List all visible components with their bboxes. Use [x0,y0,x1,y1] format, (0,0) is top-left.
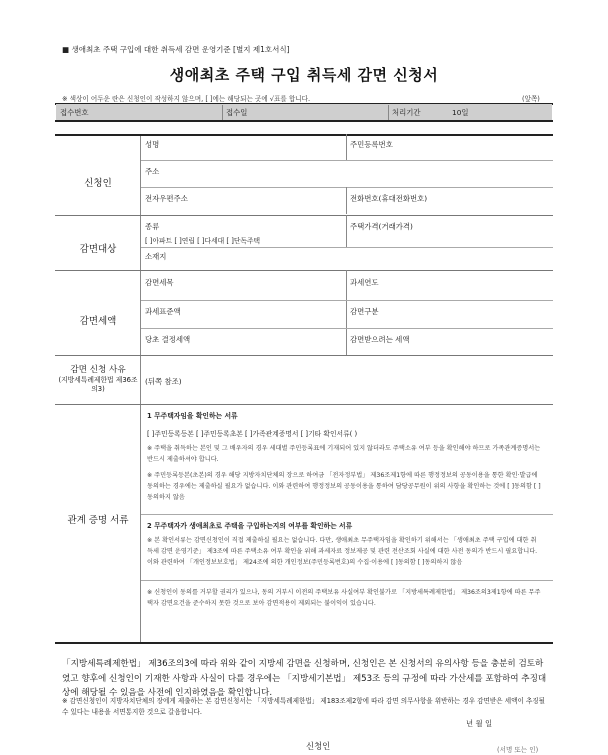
proof-note-3: ※ 본 확인서류는 감면신청인이 직접 제출하실 필요는 없습니다. 다만, 생애최초 무주택자임을 확인하기 위해서는 「생애최초 주택 구입에 대한 취득세 감면 운영기준」 제3조에 따른 주택소유 여부 확인을 위해 과세자료 정보제공 및 관련 전산조회 사실에 대한 사전 동의가 반드시 필요합니다. 이와 관련하여 「개인정보보호법」 제24조에 의한 개인정보(주민등록번호)의 수집·이용에 [ ]동의함 [ ]동의하지 않음 [147,537,538,566]
name-field[interactable]: 성명 [145,140,160,149]
address-field[interactable]: 주소 [145,167,160,176]
house-type-options[interactable]: [ ]아파트 [ ]연립 [ ]다세대 [ ]단독주택 [145,237,261,245]
processing-period-label: 처리기간 [392,108,421,117]
reduction-category-field[interactable]: 감면구분 [350,307,379,316]
signature-hint[interactable]: (서명 또는 인) [497,746,539,754]
email-field[interactable]: 전자우편주소 [145,194,188,203]
house-type-label: 종류 [145,222,160,231]
section-tax: 감면세액 [79,316,117,327]
reason-value: (뒤쪽 참조) [145,377,182,386]
house-price-field[interactable]: 주택가격(거래가격) [350,222,413,231]
processing-period-value: 10일 [452,108,469,117]
location-field[interactable]: 소재지 [145,252,167,261]
proof-note-2: ※ 주민등록등본(초본)의 경우 해당 지방자치단체의 장으로 하여금 「전자정부법」 제36조제1항에 따른 행정정보의 공동이용을 통한 확인·발급에 동의하는 경우에는 제출하실 필요가 없습니다. 이와 관련하여 행정정보의 공동이용을 통하여 담당공무원이 위의 사항을 확인하는 것에 [ ]동의함 [ ]동의하지 않음 [147,472,541,501]
instructions-note: ※ 색상이 어두운 란은 신청인이 작성하지 않으며, [ ]에는 해당되는 곳에 √표를 합니다. [62,95,311,103]
requested-reduction-field[interactable]: 감면받으려는 세액 [350,335,410,344]
section-target: 감면대상 [79,244,117,255]
tax-standard-field[interactable]: 과세표준액 [145,307,181,316]
proof-note-4: ※ 신청인이 동의를 거부할 권리가 있으나, 동의 거부시 이전의 주택보유 사실여부 확인불가로 「지방세특례제한법」 제36조의3제1항에 따른 무주택자 감면요건을 준수하지 못한 것으로 보아 감면적용이 제외되는 불이익이 있습니다. [147,589,541,607]
proof-document-checkboxes[interactable]: [ ]주민등록등본 [ ]주민등록초본 [ ]가족관계증명서 [ ]기타 확인서류( ) [147,430,358,438]
declaration-note: ※ 감면신청인이 지방자치단체의 장에게 제출하는 본 감면신청서는 「지방세특례제한법」 제183조제2항에 따라 감면 의무사항을 위반하는 경우 감면받은 세액이 추징될 수 있다는 내용을 서면통지한 것으로 갈음합니다. [62,697,546,716]
receipt-no-label: 접수번호 [60,108,89,117]
declaration-text: 「지방세특례제한법」 제36조의3에 따라 위와 같이 지방세 감면을 신청하며, 신청인은 본 신청서의 유의사항 등을 충분히 검토하였고 향후에 신청인이 기재한 사항과 사실이 다를 경우에는 「지방세기본법」 제53조 등의 규정에 따라 가산세를 포함하여 추징대상에 해당될 수 있음을 사전에 인지하였음을 확인합니다. [62,659,547,698]
page-side-label: (앞쪽) [522,95,540,103]
section-reason-sub: (지방세특례제한법 제36조의3) [58,376,138,393]
page-title: 생애최초 주택 구입 취득세 감면 신청서 [169,66,439,84]
date-line[interactable]: 년 월 일 [466,719,493,728]
proof-heading-1: 1 무주택자임을 확인하는 서류 [147,412,238,420]
phone-field[interactable]: 전화번호(휴대전화번호) [350,194,428,203]
section-proof: 관계 증명 서류 [67,515,129,526]
decided-tax-field[interactable]: 당초 결정세액 [145,335,191,344]
tax-year-field[interactable]: 과세연도 [350,278,379,287]
signer-label: 신청인 [306,741,331,751]
proof-heading-2: 2 무주택자가 생애최초로 주택을 구입하는지의 여부를 확인하는 서류 [147,522,353,530]
section-reason: 감면 신청 사유 [70,365,126,375]
receipt-date-label: 접수일 [226,108,248,117]
resident-number-field[interactable]: 주민등록번호 [350,140,393,149]
form-reference: ■ 생애최초 주택 구입에 대한 취득세 감면 운영기준 [별지 제1호서식] [62,45,290,54]
tax-item-field[interactable]: 감면세목 [145,278,174,287]
proof-note-1: ※ 주택을 취득하는 본인 및 그 배우자의 경우 세대별 주민등록표에 기재되어 있지 않더라도 주택소유 여부 등을 확인해야 하므로 가족관계증명서는 반드시 제출하셔야 합니다. [147,445,541,463]
section-applicant: 신청인 [84,178,112,189]
office-use-row [56,104,552,120]
